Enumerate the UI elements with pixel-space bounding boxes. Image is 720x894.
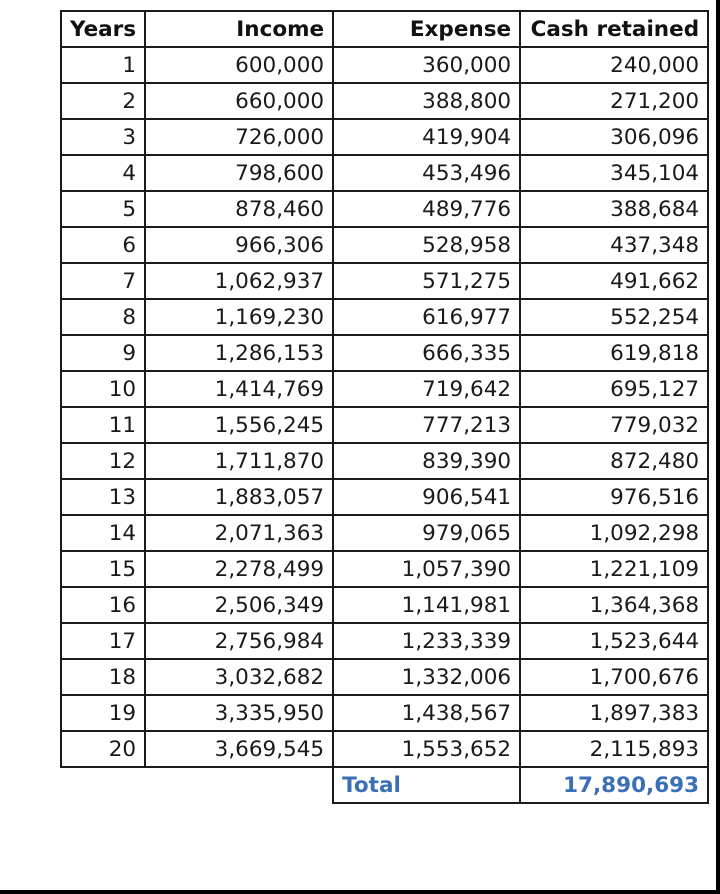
income-cell: 966,306	[145, 227, 333, 263]
expense-cell: 1,141,981	[333, 587, 520, 623]
expense-cell: 1,057,390	[333, 551, 520, 587]
income-cell: 798,600	[145, 155, 333, 191]
year-cell: 15	[61, 551, 145, 587]
income-cell: 1,414,769	[145, 371, 333, 407]
year-cell: 8	[61, 299, 145, 335]
expense-cell: 528,958	[333, 227, 520, 263]
expense-cell: 839,390	[333, 443, 520, 479]
year-cell: 12	[61, 443, 145, 479]
cash-retained-cell: 1,364,368	[520, 587, 708, 623]
year-cell: 20	[61, 731, 145, 767]
year-cell: 5	[61, 191, 145, 227]
table-row	[61, 407, 708, 443]
income-cell: 660,000	[145, 83, 333, 119]
cash-retained-cell: 271,200	[520, 83, 708, 119]
expense-cell: 1,332,006	[333, 659, 520, 695]
total-value: 17,890,693	[520, 767, 708, 803]
year-cell: 3	[61, 119, 145, 155]
year-cell: 4	[61, 155, 145, 191]
expense-cell: 571,275	[333, 263, 520, 299]
cash-retained-cell: 437,348	[520, 227, 708, 263]
expense-cell: 666,335	[333, 335, 520, 371]
expense-cell: 719,642	[333, 371, 520, 407]
cash-retained-cell: 552,254	[520, 299, 708, 335]
cash-retained-cell: 306,096	[520, 119, 708, 155]
expense-cell: 1,233,339	[333, 623, 520, 659]
year-cell: 7	[61, 263, 145, 299]
table-row	[61, 47, 708, 83]
income-cell: 600,000	[145, 47, 333, 83]
total-label: Total	[333, 767, 520, 803]
table-row	[61, 623, 708, 659]
expense-cell: 360,000	[333, 47, 520, 83]
table-row	[61, 479, 708, 515]
income-cell: 3,669,545	[145, 731, 333, 767]
table-row	[61, 263, 708, 299]
cash-retained-cell: 240,000	[520, 47, 708, 83]
cash-retained-cell: 388,684	[520, 191, 708, 227]
table-row	[61, 587, 708, 623]
table-row	[61, 119, 708, 155]
income-cell: 878,460	[145, 191, 333, 227]
table-row	[61, 335, 708, 371]
table-row	[61, 191, 708, 227]
cash-retained-cell: 619,818	[520, 335, 708, 371]
expense-cell: 906,541	[333, 479, 520, 515]
cash-retained-cell: 491,662	[520, 263, 708, 299]
table-row	[61, 227, 708, 263]
year-cell: 17	[61, 623, 145, 659]
year-cell: 2	[61, 83, 145, 119]
income-cell: 3,335,950	[145, 695, 333, 731]
year-cell: 13	[61, 479, 145, 515]
income-cell: 3,032,682	[145, 659, 333, 695]
year-cell: 1	[61, 47, 145, 83]
total-row	[61, 767, 708, 803]
income-cell: 1,711,870	[145, 443, 333, 479]
expense-cell: 489,776	[333, 191, 520, 227]
cash-retained-cell: 345,104	[520, 155, 708, 191]
expense-cell: 1,553,652	[333, 731, 520, 767]
cash-retained-cell: 976,516	[520, 479, 708, 515]
income-cell: 2,071,363	[145, 515, 333, 551]
year-cell: 19	[61, 695, 145, 731]
year-cell: 9	[61, 335, 145, 371]
income-cell: 1,169,230	[145, 299, 333, 335]
cash-retained-cell: 779,032	[520, 407, 708, 443]
expense-cell: 777,213	[333, 407, 520, 443]
header-years: Years	[61, 11, 145, 47]
year-cell: 10	[61, 371, 145, 407]
table-row	[61, 299, 708, 335]
cash-retained-cell: 1,221,109	[520, 551, 708, 587]
table-row	[61, 155, 708, 191]
header-income: Income	[145, 11, 333, 47]
table-row	[61, 659, 708, 695]
income-cell: 1,062,937	[145, 263, 333, 299]
income-cell: 1,286,153	[145, 335, 333, 371]
table-row	[61, 371, 708, 407]
year-cell: 11	[61, 407, 145, 443]
expense-cell: 388,800	[333, 83, 520, 119]
expense-cell: 616,977	[333, 299, 520, 335]
income-cell: 2,756,984	[145, 623, 333, 659]
header-cash-retained: Cash retained	[520, 11, 708, 47]
expense-cell: 979,065	[333, 515, 520, 551]
cash-retained-cell: 872,480	[520, 443, 708, 479]
expense-cell: 1,438,567	[333, 695, 520, 731]
table-body	[61, 47, 708, 767]
table-row	[61, 731, 708, 767]
year-cell: 6	[61, 227, 145, 263]
income-cell: 1,556,245	[145, 407, 333, 443]
cash-retained-cell: 695,127	[520, 371, 708, 407]
table-row	[61, 515, 708, 551]
cash-flow-table	[60, 10, 709, 804]
header-expense: Expense	[333, 11, 520, 47]
table-row	[61, 695, 708, 731]
year-cell: 18	[61, 659, 145, 695]
table-row	[61, 443, 708, 479]
header-row	[61, 11, 708, 47]
blank-cell	[61, 767, 333, 803]
expense-cell: 453,496	[333, 155, 520, 191]
cash-retained-cell: 2,115,893	[520, 731, 708, 767]
expense-cell: 419,904	[333, 119, 520, 155]
table-row	[61, 83, 708, 119]
cash-retained-cell: 1,523,644	[520, 623, 708, 659]
income-cell: 726,000	[145, 119, 333, 155]
year-cell: 14	[61, 515, 145, 551]
table-row	[61, 551, 708, 587]
income-cell: 1,883,057	[145, 479, 333, 515]
year-cell: 16	[61, 587, 145, 623]
cash-retained-cell: 1,700,676	[520, 659, 708, 695]
cash-retained-cell: 1,092,298	[520, 515, 708, 551]
cash-retained-cell: 1,897,383	[520, 695, 708, 731]
income-cell: 2,278,499	[145, 551, 333, 587]
income-cell: 2,506,349	[145, 587, 333, 623]
